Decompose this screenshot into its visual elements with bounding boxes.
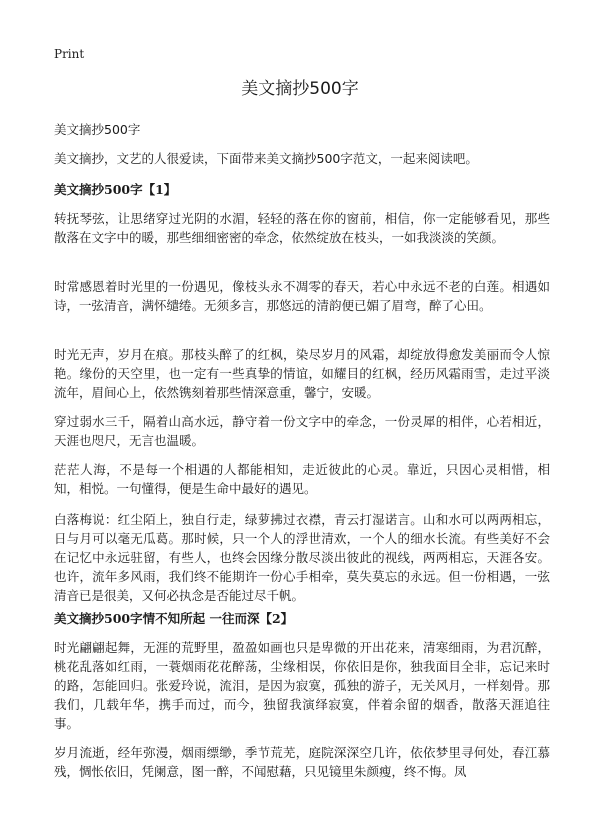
section-1-paragraph-5: 茫茫人海，不是每一个相遇的人都能相知，走近彼此的心灵。靠近，只因心灵相惜，相知，相悦。一句懂得，便是生命中最好的遇见。 <box>54 462 550 496</box>
section-1-paragraph-4: 穿过弱水三千，隔着山高水远，静守着一份文字中的牵念，一份灵犀的相伴，心若相近，天涯也咫尺，无言也温暖。 <box>54 414 550 448</box>
print-link[interactable]: Print <box>54 47 85 61</box>
section-1-paragraph-2: 时常感恩着时光里的一份遇见，像枝头永不凋零的春天，若心中永远不老的白莲。相遇如诗，一弦清音，满怀缱绻。无须多言，那悠远的清韵便已媚了眉弯，醉了心田。 <box>54 279 550 313</box>
section-2-heading: 美文摘抄500字情不知所起 一往而深【2】 <box>54 611 294 626</box>
subtitle: 美文摘抄500字 <box>54 122 141 137</box>
section-1-paragraph-1: 转抚琴弦，让思绪穿过光阴的水湄，轻轻的落在你的窗前，相信，你一定能够看见，那些散落在文字中的暖，那些细细密密的牵念，依然绽放在枝头，一如我淡淡的笑颜。 <box>54 211 550 245</box>
section-2-paragraph-2: 岁月流逝，经年弥漫，烟雨缥缈，季节荒芜，庭院深深空几许，依依梦里寻何处，春江慕残，惆怅依旧，凭阑意，图一醉，不闻慰藉，只见镜里朱颜瘦，终不悔。凤 <box>54 745 550 779</box>
section-1-heading: 美文摘抄500字【1】 <box>54 182 177 197</box>
intro-text: 美文摘抄，文艺的人很爱读，下面带来美文摘抄500字范文，一起来阅读吧。 <box>54 151 478 166</box>
section-1-paragraph-3: 时光无声，岁月在痕。那枝头醉了的红枫，染尽岁月的风霜，却绽放得愈发美丽而令人惊艳。缘份的天空里，也一定有一些真挚的情谊，如耀目的红枫，经历风霜雨雪，走过平淡流年，眉间心上，依然镌刻着那些情深意重，馨宁，安暖。 <box>54 347 550 400</box>
page-title: 美文摘抄500字 <box>241 79 359 99</box>
section-2-paragraph-1: 时光翩翩起舞，无涯的荒野里，盈盈如画也只是卑微的开出花来，清寒细雨，为君沉醉，桃花乱落如红雨，一蓑烟雨花花醉荡，尘缘相误，你依旧是你，独我面目全非，忘记来时的路，怎能回归。张爱玲说，流泪，是因为寂寞，孤独的游子，无关风月，一样刻骨。那我们，几载年华，携手而过，而今，独留我演绎寂寞，伴着余留的烟香，散落天涯追往事。 <box>54 640 550 731</box>
section-1-paragraph-6: 白落梅说：红尘陌上，独自行走，绿萝拂过衣襟，青云打湿诺言。山和水可以两两相忘，日与月可以毫无瓜葛。那时候，只一个人的浮世清欢，一个人的细水长流。有些美好不会在记忆中永远驻留，有些人，也终会因缘分散尽淡出彼此的视线，两两相忘，天涯各安。也许，流年多风雨，我们终不能期许一份心手相牵，莫失莫忘的永远。但一份相遇，一弦清音已是很美，又何必执念是否能过尽千帆。 <box>54 512 550 603</box>
